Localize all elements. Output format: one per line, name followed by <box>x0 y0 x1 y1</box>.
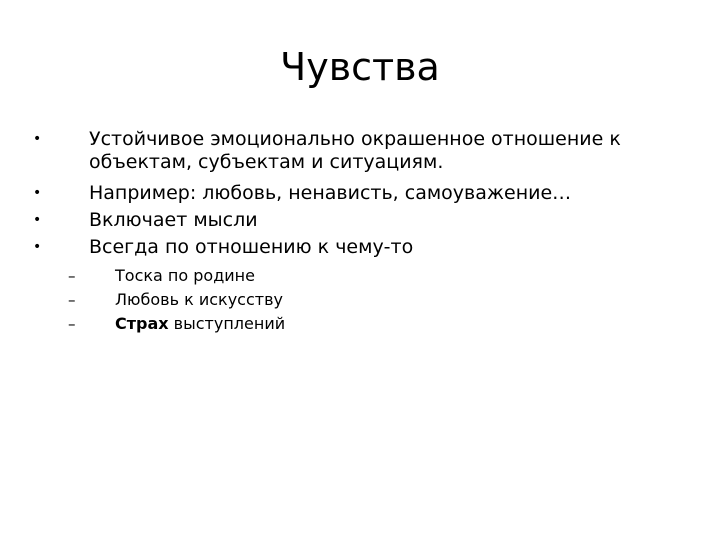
dash-marker: – <box>68 291 76 309</box>
sub-bullet-text: Тоска по родине <box>115 266 255 285</box>
bullet-marker: • <box>33 212 42 228</box>
slide-title: Чувства <box>280 45 440 89</box>
sub-bullet-text-wrapper <box>115 312 285 336</box>
bullet-marker: • <box>33 131 42 147</box>
bullet-marker: • <box>33 239 42 255</box>
bullet-text: Например: любовь, ненависть, самоуважение… <box>89 182 572 204</box>
sub-bullet-text: выступлений <box>168 314 286 333</box>
bullet-text-continued: объектам, субъектам и ситуациям. <box>89 151 444 173</box>
bullet-text: Включает мысли <box>89 209 258 231</box>
dash-marker: – <box>68 267 76 285</box>
bullet-text: Всегда по отношению к чему-то <box>89 236 414 258</box>
sub-bullet-text: Любовь к искусству <box>115 290 283 309</box>
bullet-marker: • <box>33 185 42 201</box>
bullet-text: Устойчивое эмоционально окрашенное отношение к <box>89 128 621 150</box>
dash-marker: – <box>68 315 76 333</box>
sub-bullet-bold-text: Страх <box>115 314 169 333</box>
